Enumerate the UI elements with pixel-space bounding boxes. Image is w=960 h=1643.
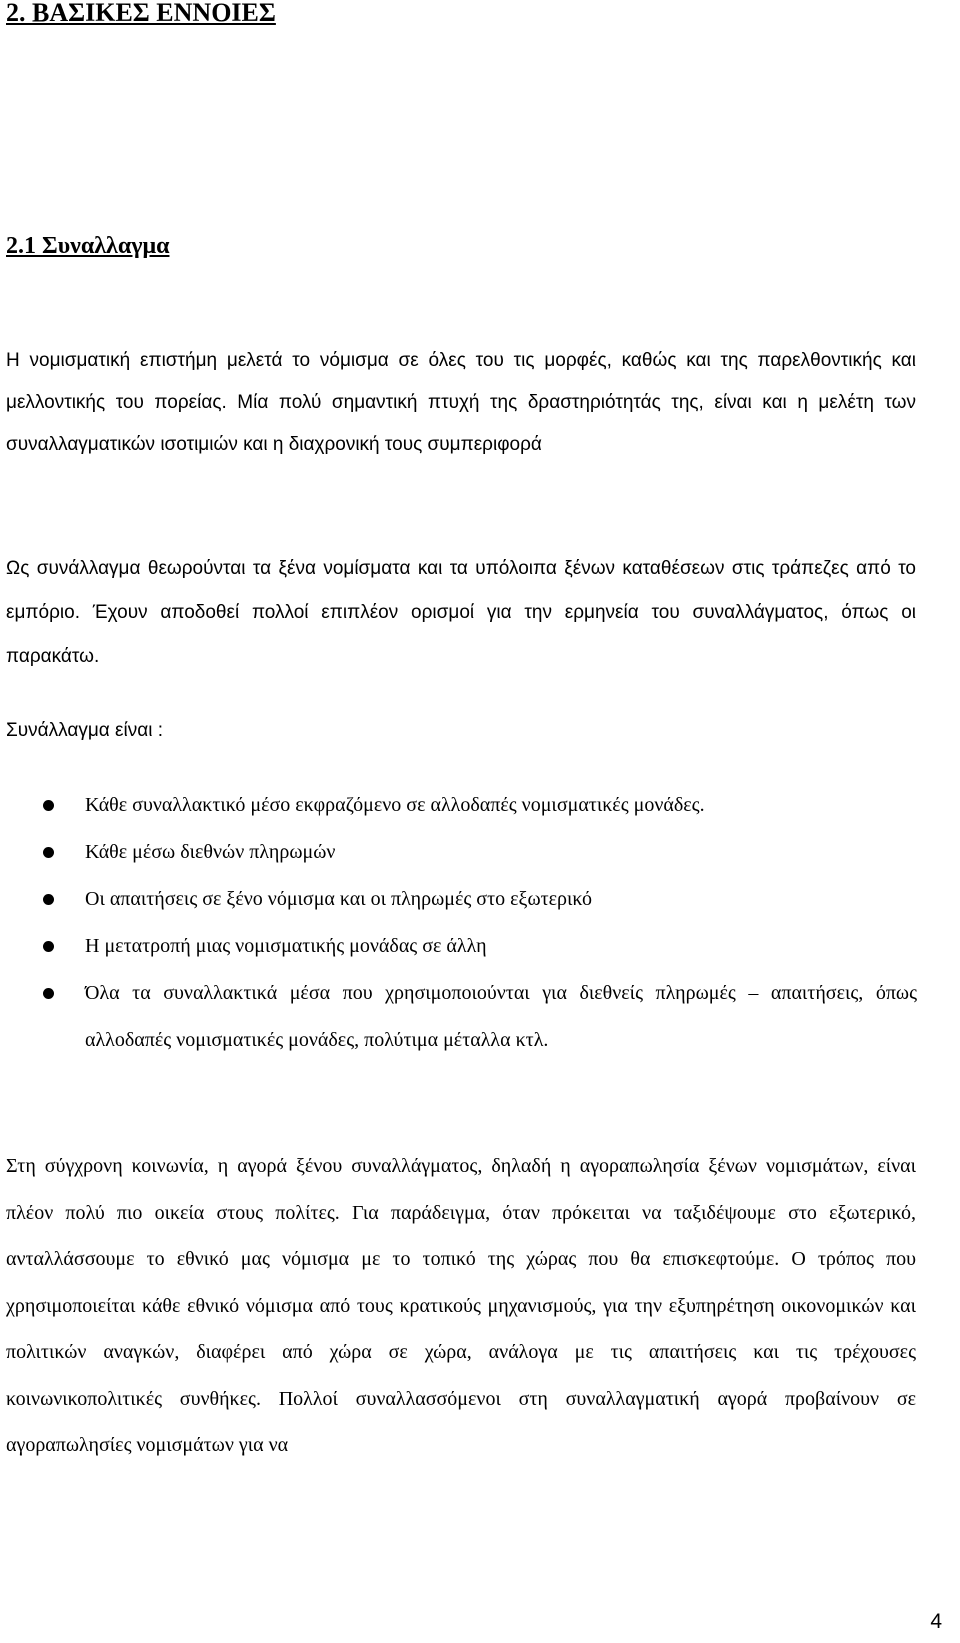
closing-paragraph: Στη σύγχρονη κοινωνία, η αγορά ξένου συναλλάγματος, δηλαδή η αγοραπωλησία ξένων νομισμάτων, είναι πλέον πολύ πιο οικεία στους πολίτες. Για παράδειγμα, όταν πρόκειται να ταξιδέψουμε στο εξωτερικό, ανταλλάσσουμε το εθνικό μας νόμισμα με το τοπικό της χώρας που θα επισκεφτούμε. Ο τρόπος που χρησιμοποιείται κάθε εθνικό νόμισμα από τους κρατικούς μηχανισμούς, για την εξυπηρέτηση οικονομικών και πολιτικών αναγκών, διαφέρει από χώρα σε χώρα, ανάλογα με τις απαιτήσεις και τις τρέχουσες κοινωνικοπολιτικές συνθήκες. Πολλοί συναλλασσόμενοι στη συναλλαγματική αγορά προβαίνουν σε αγοραπωλησίες νομισμάτων για να (6, 1155, 916, 1456)
intro-paragraph: Η νομισματική επιστήμη μελετά το νόμισμα σε όλες του τις μορφές, καθώς και της παρελθοντικής και μελλοντικής του πορείας. Μία πολύ σημαντική πτυχή της δραστηριότητάς της, είναι και η μελέτη των συναλλαγματικών ισοτιμιών και η διαχρονική τους συμπεριφορά (6, 350, 916, 455)
bullet-icon (43, 800, 54, 811)
list-item-text: Όλα τα συναλλακτικά μέσα που χρησιμοποιούνται για διεθνείς πληρωμές – απαιτήσεις, όπως αλλοδαπές νομισματικές μονάδες, πολύτιμα μέταλλα κτλ. (85, 982, 917, 1051)
list-label: Συνάλλαγμα είναι : (6, 720, 163, 741)
list-item-text: Οι απαιτήσεις σε ξένο νόμισμα και οι πληρωμές στο εξωτερικό (85, 888, 593, 910)
section-heading: 2. ΒΑΣΙΚΕΣ ΕΝΝΟΙΕΣ (6, 0, 276, 27)
list-item (0, 876, 917, 923)
bullet-icon (43, 988, 54, 999)
list-item (0, 970, 917, 1064)
list-item-text: Κάθε συναλλακτικό μέσο εκφραζόμενο σε αλλοδαπές νομισματικές μονάδες. (85, 794, 705, 816)
list-item-text: Κάθε μέσω διεθνών πληρωμών (85, 841, 336, 863)
definition-paragraph: Ως συνάλλαγμα θεωρούνται τα ξένα νομίσματα και τα υπόλοιπα ξένων καταθέσεων στις τράπεζες από το εμπόριο. Έχουν αποδοθεί πολλοί επιπλέον ορισμοί για την ερμηνεία του συναλλάγματος, όπως οι παρακάτω. (6, 558, 916, 667)
bullet-icon (43, 894, 54, 905)
page-number: 4 (930, 1610, 942, 1633)
bullet-icon (43, 941, 54, 952)
subsection-heading: 2.1 Συναλλαγμα (6, 233, 170, 259)
list-item-text: Η μετατροπή μιας νομισματικής μονάδας σε άλλη (85, 935, 487, 957)
list-item (0, 829, 917, 876)
bullet-icon (43, 847, 54, 858)
list-item (0, 923, 917, 970)
list-item (0, 782, 917, 829)
definitions-list (0, 782, 960, 1064)
